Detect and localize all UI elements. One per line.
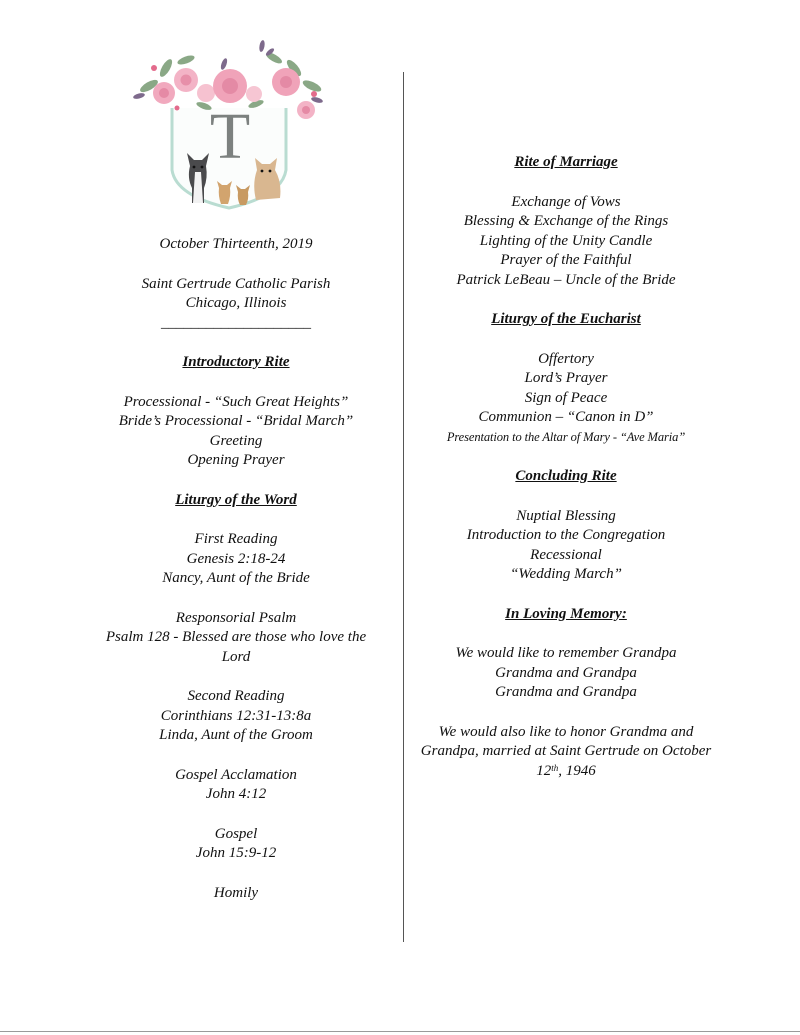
marriage-item: Lighting of the Unity Candle	[479, 232, 653, 249]
gospel-citation: John 15:9-12	[195, 845, 277, 861]
concluding-item: “Wedding March”	[510, 566, 622, 582]
introductory-item: Processional - “Such Great Heights”	[123, 393, 349, 410]
separator-rule: ____________________	[161, 314, 311, 331]
monogram-letter: T	[209, 100, 251, 173]
page-bottom-rule	[0, 1031, 800, 1032]
second-reading-citation: Corinthians 12:31-13:8a	[160, 707, 312, 724]
responsorial-title: Responsorial Psalm	[175, 609, 297, 626]
concluding-item: Recessional	[530, 546, 602, 563]
liturgy-of-the-word-heading: Liturgy of the Word	[175, 491, 297, 508]
floral-crest-illustration	[124, 38, 334, 218]
gospel-title: Gospel	[214, 825, 258, 842]
second-reading-reader: Linda, Aunt of the Groom	[159, 727, 313, 743]
memory-item: Grandma and Grandpa	[495, 684, 637, 700]
first-reading-title: First Reading	[194, 531, 278, 547]
homily: Homily	[213, 884, 259, 901]
honor-text: We would also like to honor Grandma and Grandpa, married at Saint Gertrude on	[420, 723, 694, 759]
parish-city: Chicago, Illinois	[185, 295, 287, 311]
liturgy-of-the-eucharist-heading: Liturgy of the Eucharist	[491, 311, 641, 327]
concluding-item: Introduction to the Congregation	[466, 527, 666, 543]
in-loving-memory-heading: In Loving Memory:	[505, 605, 627, 622]
eucharist-item: Communion – “Canon in D”	[478, 409, 654, 425]
marriage-item: Patrick LeBeau – Uncle of the Bride	[456, 271, 676, 288]
wedding-date: October Thirteenth, 2019	[159, 236, 313, 252]
eucharist-item: Presentation to the Altar of Mary - “Ave Maria”	[446, 429, 686, 444]
left-column	[98, 235, 374, 903]
responsorial-text: Psalm 128 - Blessed are those who love the Lord	[105, 629, 367, 665]
eucharist-item: Offertory	[538, 350, 594, 367]
eucharist-item: Sign of Peace	[524, 389, 608, 406]
memory-item: Grandma and Grandpa	[495, 664, 637, 681]
introductory-item: Bride’s Processional - “Bridal March”	[118, 413, 354, 429]
honor-date: October 12th, 1946	[536, 743, 712, 779]
concluding-item: Nuptial Blessing	[516, 507, 616, 524]
marriage-item: Prayer of the Faithful	[500, 252, 632, 268]
marriage-item: Blessing & Exchange of the Rings	[463, 213, 669, 229]
introductory-item: Opening Prayer	[187, 452, 285, 468]
introductory-rite-heading: Introductory Rite	[182, 354, 290, 370]
rite-of-marriage-heading: Rite of Marriage	[514, 154, 618, 170]
gospel-acclamation-title: Gospel Acclamation	[175, 766, 297, 783]
first-reading-citation: Genesis 2:18-24	[186, 550, 286, 567]
column-divider	[403, 72, 404, 942]
introductory-item: Greeting	[209, 432, 263, 449]
parish-name: Saint Gertrude Catholic Parish	[141, 275, 331, 292]
right-column	[415, 153, 717, 781]
honor-paragraph	[415, 723, 717, 782]
gospel-acclamation-citation: John 4:12	[205, 786, 267, 802]
marriage-item: Exchange of Vows	[511, 193, 621, 210]
memory-item: We would like to remember Grandpa	[455, 645, 677, 661]
second-reading-title: Second Reading	[187, 688, 285, 704]
first-reading-reader: Nancy, Aunt of the Bride	[162, 570, 310, 586]
concluding-rite-heading: Concluding Rite	[515, 468, 617, 484]
eucharist-item: Lord’s Prayer	[524, 370, 608, 386]
